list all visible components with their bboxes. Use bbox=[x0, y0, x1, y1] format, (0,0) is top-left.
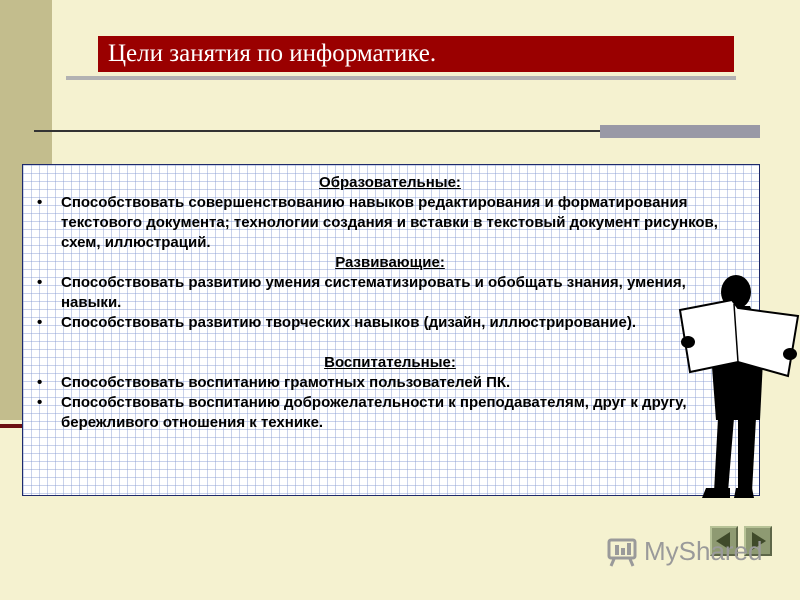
bullet-icon: • bbox=[37, 394, 43, 411]
list-item bbox=[31, 193, 749, 253]
bullet-icon: • bbox=[37, 274, 43, 291]
section-heading-developmental: Развивающие: bbox=[335, 254, 445, 271]
watermark bbox=[606, 536, 763, 567]
section-heading-educational: Образовательные: bbox=[319, 174, 461, 191]
list-item-text: Способствовать воспитанию грамотных пользователей ПК. bbox=[61, 374, 511, 391]
slide-title: Цели занятия по информатике. bbox=[98, 36, 734, 72]
newspaper-reader-silhouette-icon bbox=[676, 270, 800, 506]
list-item bbox=[31, 393, 749, 433]
upbringing-list bbox=[31, 373, 749, 433]
educational-list bbox=[31, 193, 749, 253]
list-item-text: Способствовать развитию творческих навыков (дизайн, иллюстрирование). bbox=[61, 314, 636, 331]
list-item bbox=[31, 313, 749, 333]
developmental-list bbox=[31, 273, 749, 333]
section-heading-upbringing: Воспитательные: bbox=[324, 354, 456, 371]
list-item-text: Способствовать совершенствованию навыков редактирования и форматирования текстового документа; технологии создания и вставки в текстовый документ рисунков, схем, иллюстраций. bbox=[61, 194, 718, 251]
watermark-text: MyShared bbox=[644, 536, 763, 566]
list-item-text: Способствовать развитию умения систематизировать и обобщать знания, умения, навыки. bbox=[61, 274, 686, 311]
divider-block bbox=[600, 125, 760, 138]
myshared-logo-icon bbox=[606, 537, 640, 567]
bullet-icon: • bbox=[37, 314, 43, 331]
section-spacer bbox=[31, 333, 749, 353]
list-item-text: Способствовать воспитанию доброжелательности к преподавателям, друг к другу, бережливого отношения к технике. bbox=[61, 394, 687, 431]
list-item bbox=[31, 373, 749, 393]
bullet-icon: • bbox=[37, 194, 43, 211]
bullet-icon: • bbox=[37, 374, 43, 391]
goals-panel bbox=[22, 164, 760, 496]
title-underline bbox=[66, 76, 736, 80]
list-item bbox=[31, 273, 749, 313]
